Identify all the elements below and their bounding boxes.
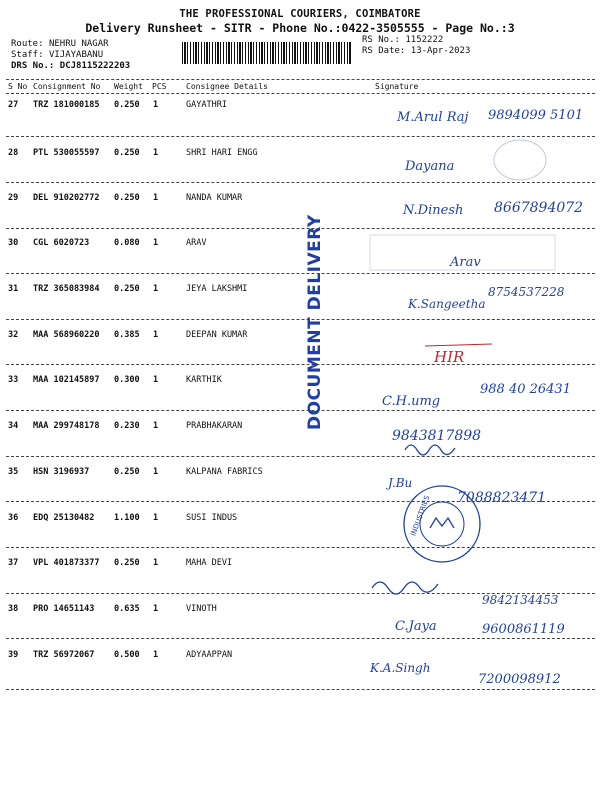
cell-weight: 0.250 — [114, 193, 140, 203]
signature-27-phone: 9894099 5101 — [488, 108, 584, 123]
signature-31: K.Sangeetha — [408, 297, 486, 311]
cell-sno: 33 — [8, 375, 19, 385]
cell-weight: 0.300 — [114, 375, 140, 385]
cell-consignee: SUSI INDUS — [186, 513, 238, 523]
seal-text: INDUSTRIES — [409, 494, 432, 538]
route-value: NEHRU NAGAR — [48, 39, 109, 49]
runsheet-title: Delivery Runsheet - SITR - Phone No.:0422-3505555 - Page No.:3 — [85, 21, 515, 35]
cell-consignee: DEEPAN KUMAR — [186, 330, 248, 340]
cell-consignment: MAA 299748178 — [33, 421, 100, 431]
cell-consignee: SHRI HARI ENGG — [186, 148, 258, 158]
signature-33: C.H.umg — [382, 394, 441, 409]
col-pcs: PCS — [152, 82, 167, 91]
cell-pcs: 1 — [153, 193, 159, 203]
cell-weight: 0.385 — [114, 330, 140, 340]
signature-29-phone: 8667894072 — [494, 200, 584, 216]
signature-35-phone: 7088823471 — [457, 490, 547, 506]
table-row — [0, 467, 600, 481]
rs-no-value: 1152222 — [405, 35, 444, 45]
cell-weight: 0.250 — [114, 284, 140, 294]
cell-pcs: 1 — [153, 238, 159, 248]
cell-consignment: VPL 401873377 — [33, 558, 100, 568]
cell-weight: 0.250 — [114, 558, 140, 568]
row-divider — [6, 228, 595, 229]
signature-31-phone: 8754537228 — [488, 285, 565, 299]
signature-35: J.Bu — [388, 476, 413, 490]
signature-30: Arav — [450, 255, 481, 270]
cell-consignee: KARTHIK — [186, 375, 222, 385]
cell-consignee: GAYATHRI — [186, 100, 227, 110]
red-underline-mark — [425, 344, 492, 346]
cell-consignment: TRZ 181000185 — [33, 100, 100, 110]
cell-consignee: NANDA KUMAR — [186, 193, 243, 203]
cell-sno: 30 — [8, 238, 19, 248]
col-consignment: Consignment No — [33, 82, 101, 91]
row-divider — [6, 638, 595, 639]
cell-pcs: 1 — [153, 513, 159, 523]
cell-consignment: PTL 530055597 — [33, 148, 100, 158]
cell-consignment: TRZ 365083984 — [33, 284, 100, 294]
cell-weight: 0.250 — [114, 100, 140, 110]
cell-weight: 0.080 — [114, 238, 140, 248]
col-weight: Weight — [114, 82, 143, 91]
barcode — [182, 42, 352, 64]
cell-consignment: MAA 102145897 — [33, 375, 100, 385]
row-divider — [6, 593, 595, 594]
cell-pcs: 1 — [153, 375, 159, 385]
signature-39-phone: 7200098912 — [478, 672, 561, 687]
col-signature: Signature — [375, 82, 419, 91]
signature-32: HIR — [434, 348, 465, 366]
header-top-rule — [6, 79, 595, 80]
document-delivery-stamp-text: DOCUMENT DELIVERY — [305, 214, 325, 430]
signature-27: M.Arul Raj — [397, 110, 469, 125]
cell-sno: 32 — [8, 330, 19, 340]
signature-37-phone: 9842134453 — [482, 593, 559, 607]
company-title: THE PROFESSIONAL COURIERS, COIMBATORE — [179, 8, 421, 20]
cell-sno: 29 — [8, 193, 19, 203]
cell-sno: 28 — [8, 148, 19, 158]
signature-38-phone: 9600861119 — [482, 622, 565, 637]
cell-consignee: ARAV — [186, 238, 207, 248]
cell-pcs: 1 — [153, 100, 159, 110]
staff-value: VIJAYABANU — [48, 50, 104, 60]
cell-sno: 36 — [8, 513, 19, 523]
cell-pcs: 1 — [153, 558, 159, 568]
cell-pcs: 1 — [153, 284, 159, 294]
row-divider — [6, 547, 595, 548]
row-divider — [6, 689, 595, 690]
table-row — [0, 148, 600, 162]
cell-sno: 34 — [8, 421, 19, 431]
staff-label: Staff: — [11, 50, 44, 60]
col-consignee: Consignee Details — [186, 82, 268, 91]
cell-consignee: KALPANA FABRICS — [186, 467, 263, 477]
cell-consignee: PRABHAKARAN — [186, 421, 243, 431]
rs-no-label: RS No.: — [362, 35, 400, 45]
route-info — [11, 39, 130, 72]
cell-consignee: VINOTH — [186, 604, 217, 614]
cell-consignee: ADYAAPPAN — [186, 650, 233, 660]
signature-34-phone: 9843817898 — [392, 428, 482, 444]
route-label: Route: — [11, 39, 44, 49]
signature-28: Dayana — [405, 159, 455, 174]
row-divider — [6, 501, 595, 502]
table-row — [0, 558, 600, 572]
cell-sno: 35 — [8, 467, 19, 477]
cell-weight: 0.230 — [114, 421, 140, 431]
cell-consignee: MAHA DEVI — [186, 558, 233, 568]
cell-sno: 37 — [8, 558, 19, 568]
cell-consignment: CGL 6020723 — [33, 238, 90, 248]
table-row — [0, 604, 600, 618]
cell-weight: 0.500 — [114, 650, 140, 660]
tamil-signature-34 — [405, 445, 455, 455]
cell-sno: 27 — [8, 100, 19, 110]
cell-consignment: PRO 14651143 — [33, 604, 95, 614]
row-divider — [6, 456, 595, 457]
cell-weight: 1.100 — [114, 513, 140, 523]
cell-weight: 0.635 — [114, 604, 140, 614]
row-divider — [6, 182, 595, 183]
signature-38: C.Jaya — [395, 619, 437, 634]
cell-consignment: MAA 568960220 — [33, 330, 100, 340]
rs-date-label: RS Date: — [362, 46, 406, 56]
cell-weight: 0.250 — [114, 467, 140, 477]
cell-pcs: 1 — [153, 330, 159, 340]
row-divider — [6, 136, 595, 137]
rs-info — [362, 35, 470, 57]
cell-pcs: 1 — [153, 421, 159, 431]
cell-pcs: 1 — [153, 467, 159, 477]
table-row — [0, 100, 600, 114]
cell-pcs: 1 — [153, 148, 159, 158]
rs-date-value: 13-Apr-2023 — [410, 46, 471, 56]
signature-39: K.A.Singh — [370, 661, 431, 675]
cell-pcs: 1 — [153, 604, 159, 614]
header-bottom-rule — [6, 93, 595, 94]
cell-consignment: HSN 3196937 — [33, 467, 90, 477]
drs-label: DRS No.: — [11, 61, 55, 71]
table-row — [0, 650, 600, 664]
signature-33-phone: 988 40 26431 — [480, 382, 571, 397]
cell-consignment: EDQ 25130482 — [33, 513, 95, 523]
table-row — [0, 193, 600, 207]
col-sno: S No — [8, 82, 28, 91]
cell-pcs: 1 — [153, 650, 159, 660]
table-row — [0, 513, 600, 527]
cell-weight: 0.250 — [114, 148, 140, 158]
signature-29: N.Dinesh — [403, 203, 464, 218]
cell-consignee: JEYA LAKSHMI — [186, 284, 248, 294]
cell-consignment: TRZ 56972067 — [33, 650, 95, 660]
cell-consignment: DEL 910202772 — [33, 193, 100, 203]
cell-sno: 31 — [8, 284, 19, 294]
document-delivery-stamp — [285, 214, 325, 430]
cell-sno: 38 — [8, 604, 19, 614]
cell-sno: 39 — [8, 650, 19, 660]
drs-value: DCJ8115222203 — [59, 61, 131, 71]
